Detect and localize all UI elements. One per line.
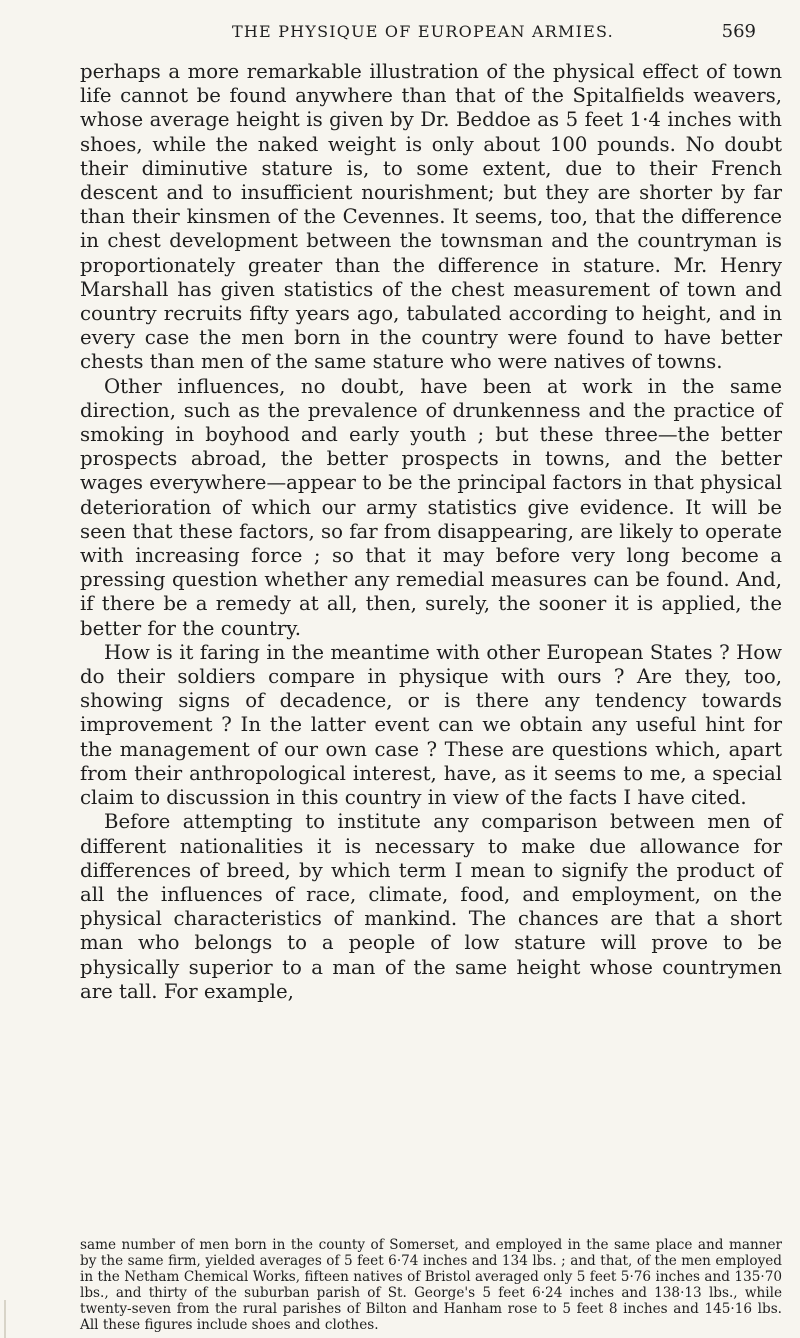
page-edge-mark bbox=[4, 1300, 6, 1338]
page-header bbox=[232, 18, 756, 44]
paragraph-3: How is it faring in the meantime with other European States ? How do their soldiers compare in physique with ours ? Are they, too, showing signs of decadence, or is there any tendency towards improvement ? In the latter event can we obtain any useful hint for the management of our own case ? These are questions which, apart from their anthropological interest, have, as it seems to me, a special claim to discussion in this country in view of the facts I have cited. bbox=[80, 640, 782, 810]
paragraph-4: Before attempting to institute any comparison between men of different nationalities it is necessary to make due allowance for differences of breed, by which term I mean to signify the product of all the influences of race, climate, food, and employment, on the physical characteristics of mankind. The chances are that a short man who belongs to a people of low stature will prove to be physically superior to a man of the same height whose countrymen are tall. For example, bbox=[80, 810, 782, 1003]
body-text bbox=[80, 60, 782, 1004]
paragraph-2: Other influences, no doubt, have been at work in the same direction, such as the prevalence of drunkenness and the practice of smoking in boyhood and early youth ; but these three—the better prospects abroad, the better prospects in towns, and the better wages everywhere—appear to be the principal factors in that physical deterioration of which our army statistics give evidence. It will be seen that these factors, so far from disappearing, are likely to operate with increasing force ; so that it may before very long become a pressing question whether any remedial measures can be found. And, if there be a remedy at all, then, surely, the sooner it is applied, the better for the country. bbox=[80, 374, 782, 640]
running-title: THE PHYSIQUE OF EUROPEAN ARMIES. bbox=[232, 21, 614, 41]
footnote bbox=[80, 1237, 782, 1333]
page-number: 569 bbox=[721, 20, 756, 42]
footnote-text: same number of men born in the county of Somerset, and employed in the same place and manner by the same firm, yielded averages of 5 feet 6·74 inches and 134 lbs. ; and that, of the men employed in the Netham Chemical Works, fifteen natives of Bristol averaged only 5 feet 5·76 inches and 135·70 lbs., and thirty of the suburban parish of St. George's 5 feet 6·24 inches and 138·13 lbs., while twenty-seven from the rural parishes of Bilton and Hanham rose to 5 feet 8 inches and 145·16 lbs. All these figures include shoes and clothes. bbox=[80, 1237, 782, 1333]
paragraph-1: perhaps a more remarkable illustration of the physical effect of town life cannot be found anywhere than that of the Spitalfields weavers, whose average height is given by Dr. Beddoe as 5 feet 1·4 inches with shoes, while the naked weight is only about 100 pounds. No doubt their diminutive stature is, to some extent, due to their French descent and to insufficient nourishment; but they are shorter by far than their kinsmen of the Cevennes. It seems, too, that the difference in chest development between the townsman and the countryman is proportionately greater than the difference in stature. Mr. Henry Marshall has given statistics of the chest measurement of town and country recruits fifty years ago, tabulated according to height, and in every case the men born in the country were found to have better chests than men of the same stature who were natives of towns. bbox=[80, 60, 782, 374]
